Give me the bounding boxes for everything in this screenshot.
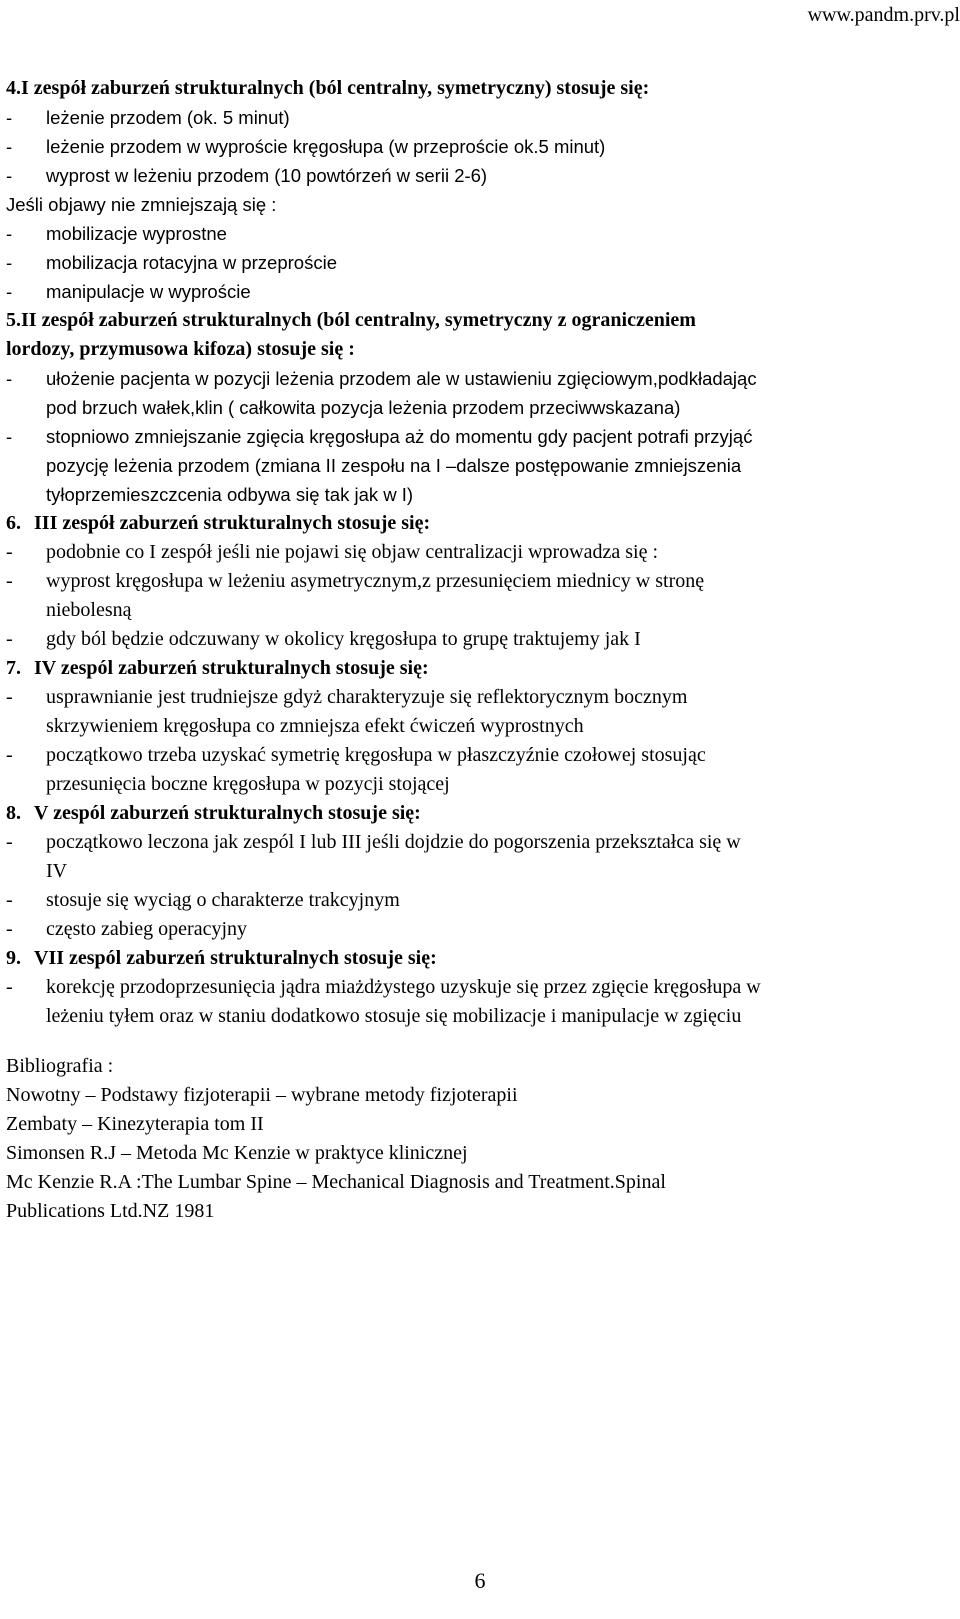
list-item: - początkowo leczona jak zespól I lub III jeśli dojdzie do pogorszenia przekształca się w IV — [6, 831, 741, 882]
list-item: - korekcję przodoprzesunięcia jądra miażdżystego uzyskuje się przez zgięcie kręgosłupa w leżeniu tyłem oraz w staniu dodatkowo stosuje się mobilizacje i manipulacje w zgięciu — [6, 976, 761, 1027]
list-item: - wyprost kręgosłupa w leżeniu asymetrycznym,z przesunięciem miednicy w stronę niebolesną — [6, 570, 705, 621]
list-item-text: skrzywieniem kręgosłupa co zmniejsza efekt ćwiczeń wyprostnych — [46, 715, 584, 737]
list-item-text: manipulacje w wyproście — [46, 281, 251, 302]
bibliography-entry: Publications Ltd.NZ 1981 — [6, 1200, 215, 1222]
list-item-text: pod brzuch wałek,klin ( całkowita pozycja leżenia przodem przeciwwskazana) — [46, 397, 681, 418]
list-item-text: stosuje się wyciąg o charakterze trakcyjnym — [46, 889, 400, 911]
section-7-heading — [6, 654, 954, 683]
section-4-heading: 4.I zespół zaburzeń strukturalnych (ból centralny, symetryczny) stosuje się: — [6, 77, 650, 99]
bibliography — [6, 1052, 954, 1226]
list-item-text: leżenie przodem w wyproście kręgosłupa (w przeproście ok.5 minut) — [46, 136, 606, 157]
section-8-title: V zespól zaburzeń strukturalnych stosuje się: — [34, 802, 421, 824]
list-item-text: niebolesną — [46, 599, 132, 621]
list-item-text: podobnie co I zespół jeśli nie pojawi się objaw centralizacji wprowadza się : — [46, 541, 659, 563]
section-6-heading — [6, 509, 954, 538]
list-item-text: ułożenie pacjenta w pozycji leżenia przodem ale w ustawieniu zgięciowym,podkładając — [46, 368, 757, 389]
section-9-heading — [6, 944, 954, 973]
list-item: - wyprost w leżeniu przodem (10 powtórzeń w serii 2-6) — [6, 161, 954, 190]
bibliography-entry: Mc Kenzie R.A :The Lumbar Spine – Mechanical Diagnosis and Treatment.Spinal — [6, 1171, 666, 1193]
list-item: - mobilizacje wyprostne — [6, 219, 954, 248]
section-7-number: 7. — [6, 657, 21, 679]
bibliography-entry: Simonsen R.J – Metoda Mc Kenzie w praktyce klinicznej — [6, 1142, 468, 1164]
list-item-text: korekcję przodoprzesunięcia jądra miażdżystego uzyskuje się przez zgięcie kręgosłupa w — [46, 976, 761, 998]
section-8-number: 8. — [6, 802, 21, 824]
section-5-heading-line-1: 5.II zespół zaburzeń strukturalnych (ból centralny, symetryczny z ograniczeniem — [6, 309, 696, 331]
list-item-text: IV — [46, 860, 68, 882]
list-item: - usprawnianie jest trudniejsze gdyż charakteryzuje się reflektorycznym bocznym skrzywieniem kręgosłupa co zmniejsza efekt ćwiczeń wyprostnych — [6, 686, 688, 737]
list-item-text: leżeniu tyłem oraz w staniu dodatkowo stosuje się mobilizacje i manipulacje w zgięciu — [46, 1005, 742, 1027]
list-item: - często zabieg operacyjny — [6, 915, 954, 944]
list-item-text: wyprost w leżeniu przodem (10 powtórzeń w serii 2-6) — [46, 165, 488, 186]
list-item-text: pozycję leżenia przodem (zmiana II zespołu na I –dalsze postępowanie zmniejszenia — [46, 455, 742, 476]
list-item: - ułożenie pacjenta w pozycji leżenia przodem ale w ustawieniu zgięciowym,podkładając pod brzuch wałek,klin ( całkowita pozycja leżenia przodem przeciwwskazana) — [6, 368, 757, 418]
list-item-text: usprawnianie jest trudniejsze gdyż charakteryzuje się reflektorycznym bocznym — [46, 686, 688, 708]
list-item: - mobilizacja rotacyjna w przeproście — [6, 248, 954, 277]
section-7-title: IV zespól zaburzeń strukturalnych stosuje się: — [34, 657, 429, 679]
page-number: 6 — [474, 1568, 486, 1593]
list-item: - podobnie co I zespół jeśli nie pojawi się objaw centralizacji wprowadza się : — [6, 538, 954, 567]
list-item-text: leżenie przodem (ok. 5 minut) — [46, 107, 290, 128]
section-5-heading-line-2: lordozy, przymusowa kifoza) stosuje się : — [6, 338, 355, 360]
document-body — [6, 74, 954, 1226]
list-item-text: początkowo leczona jak zespól I lub III jeśli dojdzie do pogorszenia przekształca się w — [46, 831, 741, 853]
list-item: - stosuje się wyciąg o charakterze trakcyjnym — [6, 886, 954, 915]
list-item-text: stopniowo zmniejszanie zgięcia kręgosłupa aż do momentu gdy pacjent potrafi przyjąć — [46, 426, 753, 447]
list-item: - stopniowo zmniejszanie zgięcia kręgosłupa aż do momentu gdy pacjent potrafi przyjąć pozycję leżenia przodem (zmiana II zespołu na I –dalsze postępowanie zmniejszenia tyłoprzemieszczcenia odbywa się tak jak w I) — [6, 426, 753, 505]
section-9-number: 9. — [6, 947, 21, 969]
list-item-text: przesunięcia boczne kręgosłupa w pozycji stojącej — [46, 773, 450, 795]
list-item-text: początkowo trzeba uzyskać symetrię kręgosłupa w płaszczyźnie czołowej stosując — [46, 744, 706, 766]
bibliography-entry: Zembaty – Kinezyterapia tom II — [6, 1113, 264, 1135]
list-item-text: tyłoprzemieszczcenia odbywa się tak jak w I) — [46, 484, 414, 505]
list-item: - manipulacje w wyproście — [6, 277, 954, 306]
bibliography-entry: Nowotny – Podstawy fizjoterapii – wybrane metody fizjoterapii — [6, 1084, 518, 1106]
list-item: - leżenie przodem (ok. 5 minut) — [6, 103, 954, 132]
section-6-number: 6. — [6, 512, 21, 534]
section-8-heading — [6, 799, 954, 828]
list-item: - leżenie przodem w wyproście kręgosłupa (w przeproście ok.5 minut) — [6, 132, 954, 161]
section-6-title: III zespół zaburzeń strukturalnych stosuje się: — [34, 512, 431, 534]
list-item-text: wyprost kręgosłupa w leżeniu asymetrycznym,z przesunięciem miednicy w stronę — [46, 570, 705, 592]
section-9-title: VII zespól zaburzeń strukturalnych stosuje się: — [34, 947, 437, 969]
list-item: - początkowo trzeba uzyskać symetrię kręgosłupa w płaszczyźnie czołowej stosując przesunięcia boczne kręgosłupa w pozycji stojącej — [6, 744, 706, 795]
list-item-text: często zabieg operacyjny — [46, 918, 248, 940]
list-item-text: mobilizacje wyprostne — [46, 223, 227, 244]
section-4-condition: Jeśli objawy nie zmniejszają się : — [6, 194, 277, 215]
list-item-text: mobilizacja rotacyjna w przeproście — [46, 252, 337, 273]
list-item: - gdy ból będzie odczuwany w okolicy kręgosłupa to grupę traktujemy jak I — [6, 625, 954, 654]
header-url: www.pandm.prv.pl — [807, 4, 960, 26]
list-item-text: gdy ból będzie odczuwany w okolicy kręgosłupa to grupę traktujemy jak I — [46, 628, 641, 650]
bibliography-title: Bibliografia : — [6, 1055, 114, 1077]
